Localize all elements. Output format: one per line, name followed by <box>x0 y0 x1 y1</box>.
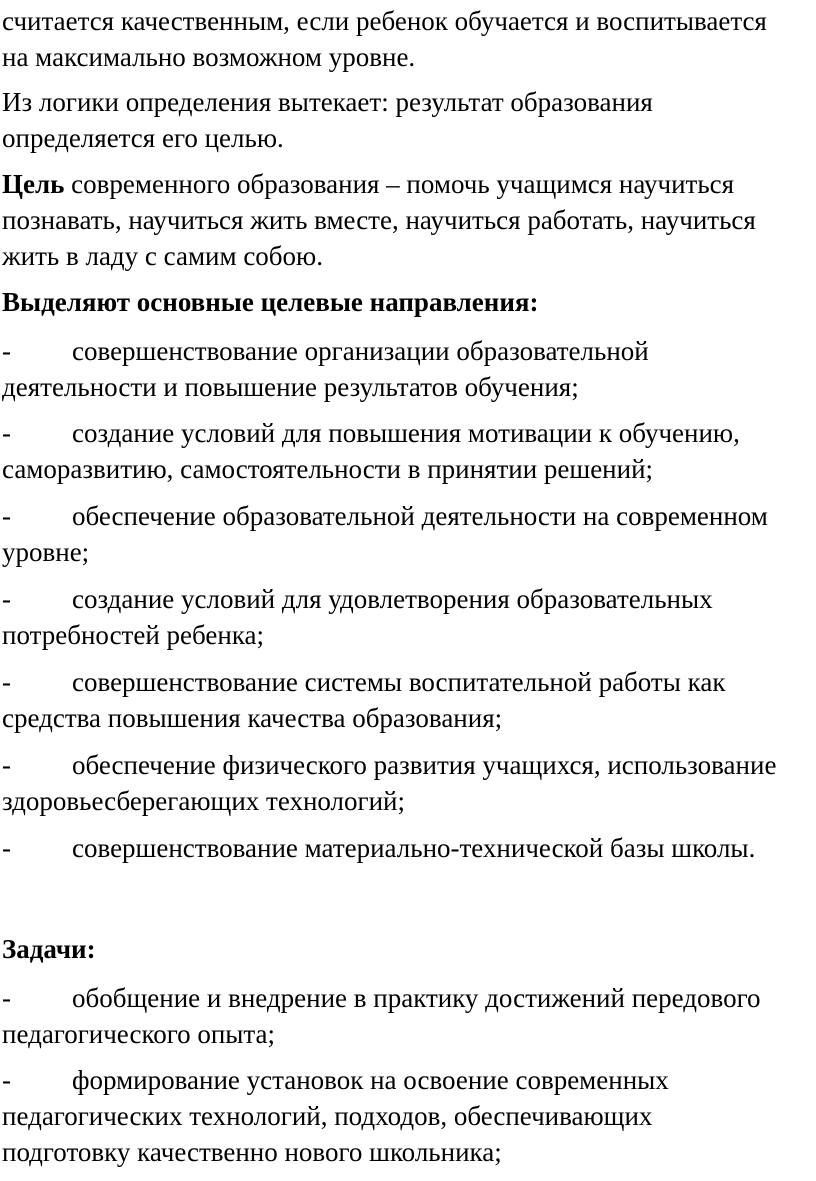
task-item <box>2 1062 812 1170</box>
goal-line-1: современного образования – помочь учащимся научиться <box>64 169 735 199</box>
goal-line-2: познавать, научиться жить вместе, научиться работать, научиться <box>2 205 756 235</box>
direction-item <box>2 333 812 405</box>
dash-marker: - <box>2 1065 11 1095</box>
direction-line-1: совершенствование организации образовательной <box>72 336 649 366</box>
direction-item <box>2 415 812 487</box>
goal-line-3: жить в ладу с самим собою. <box>2 241 323 271</box>
direction-line-2: саморазвитию, самостоятельности в принятии решений; <box>2 454 654 484</box>
logic-line-2: определяется его целью. <box>2 123 284 153</box>
direction-item <box>2 747 812 819</box>
dash-marker: - <box>2 418 11 448</box>
task-line-3: подготовку качественно нового школьника; <box>2 1137 502 1167</box>
task-line-1: формирование установок на освоение современных <box>72 1065 669 1095</box>
direction-line-2: здоровьесберегающих технологий; <box>2 786 405 816</box>
dash-marker: - <box>2 501 11 531</box>
direction-line-2: деятельности и повышение результатов обучения; <box>2 372 579 402</box>
direction-line-1: совершенствование системы воспитательной работы как <box>72 667 726 697</box>
task-line-1: обобщение и внедрение в практику достижений передового <box>72 983 761 1013</box>
intro-line-2: на максимально возможном уровне. <box>2 42 416 72</box>
dash-marker: - <box>2 336 11 366</box>
direction-item <box>2 498 812 570</box>
dash-marker: - <box>2 667 11 697</box>
task-line-2: педагогического опыта; <box>2 1019 276 1049</box>
task-line-2: педагогических технологий, подходов, обеспечивающих <box>2 1101 653 1131</box>
logic-line-1: Из логики определения вытекает: результат образования <box>2 87 653 117</box>
direction-line-1: обеспечение образовательной деятельности на современном <box>72 501 768 531</box>
direction-line-1: обеспечение физического развития учащихся, использование <box>72 750 777 780</box>
logic-paragraph <box>2 84 812 156</box>
direction-line-1: совершенствование материально-технической базы школы. <box>72 833 756 863</box>
dash-marker: - <box>2 584 11 614</box>
intro-line-1: считается качественным, если ребенок обучается и воспитывается <box>2 6 767 36</box>
direction-item <box>2 664 812 736</box>
tasks-heading: Задачи: <box>2 934 96 964</box>
intro-paragraph <box>2 3 812 75</box>
dash-marker: - <box>2 983 11 1013</box>
dash-marker: - <box>2 750 11 780</box>
goal-paragraph <box>2 166 812 274</box>
direction-line-2: потребностей ребенка; <box>2 620 265 650</box>
dash-marker: - <box>2 833 11 863</box>
direction-item <box>2 581 812 653</box>
direction-line-2: уровне; <box>2 537 90 567</box>
goal-label: Цель <box>2 169 65 199</box>
direction-item <box>2 830 812 866</box>
directions-heading: Выделяют основные целевые направления: <box>2 287 539 317</box>
task-item <box>2 980 812 1052</box>
direction-line-2: средства повышения качества образования; <box>2 703 503 733</box>
direction-line-1: создание условий для повышения мотивации к обучению, <box>72 418 740 448</box>
direction-line-1: создание условий для удовлетворения образовательных <box>72 584 713 614</box>
